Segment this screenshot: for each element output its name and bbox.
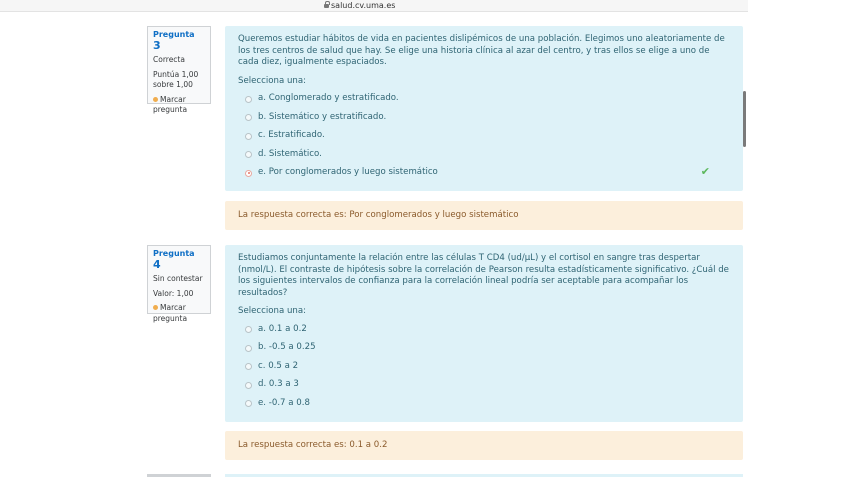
grade-line: sobre 1,00 bbox=[153, 80, 193, 89]
question-3-text: Queremos estudiar hábitos de vida en pacientes dislipémicos de una población. Elegimos uno aleatoriamente de los tres centros de salud que hay. Se elige una historia clínica al azar del centro, y tras ellos se elige a uno de cada diez, igualmente espaciados. bbox=[238, 34, 725, 67]
question-4-formulation bbox=[225, 245, 743, 422]
radio-button[interactable] bbox=[245, 326, 252, 333]
question-3-option-b[interactable] bbox=[238, 108, 730, 127]
radio-button[interactable] bbox=[245, 363, 252, 370]
option-label: c. Estratificado. bbox=[258, 130, 325, 140]
lock-icon bbox=[324, 4, 329, 8]
radio-button[interactable] bbox=[245, 151, 252, 158]
question-label: Pregunta bbox=[153, 30, 195, 39]
correct-check-icon: ✔ bbox=[700, 165, 710, 178]
option-label: d. 0.3 a 3 bbox=[258, 379, 299, 389]
question-4-option-b[interactable] bbox=[238, 338, 730, 357]
flag-label: Marcar bbox=[160, 303, 186, 312]
question-3-formulation bbox=[225, 26, 743, 191]
flag-label: pregunta bbox=[153, 313, 188, 323]
question-3-option-d[interactable] bbox=[238, 145, 730, 164]
option-label: b. Sistemático y estratificado. bbox=[258, 111, 387, 122]
question-4-option-c[interactable] bbox=[238, 357, 730, 376]
option-label: e. -0.7 a 0.8 bbox=[258, 397, 310, 408]
flag-label: Marcar bbox=[160, 94, 186, 104]
question-3-option-a[interactable] bbox=[238, 89, 730, 108]
radio-button[interactable] bbox=[245, 114, 252, 121]
option-label: a. Conglomerado y estratificado. bbox=[258, 93, 399, 103]
question-4-feedback: La respuesta correcta es: 0.1 a 0.2 bbox=[225, 431, 743, 460]
url-label: salud.cv.uma.es bbox=[331, 1, 396, 10]
question-3-feedback: La respuesta correcta es: Por conglomerados y luego sistemático bbox=[225, 201, 743, 230]
question-number-value: 4 bbox=[153, 257, 161, 271]
question-4-option-e[interactable] bbox=[238, 394, 730, 413]
question-3-flag-button[interactable] bbox=[153, 95, 205, 116]
question-3-number bbox=[153, 30, 205, 52]
question-3-state: Correcta bbox=[153, 55, 185, 64]
question-4-text: Estudiamos conjuntamente la relación entre las células T CD4 (ud/μL) y el cortisol en sangre tras despertar (nmol/L). El contraste de hipótesis sobre la correlación de Pearson resulta estadísticamente significativo. ¿Cuál de los siguientes intervalos de confianza para la correlación lineal podría ser aceptable para acompañar los resultados? bbox=[238, 253, 729, 298]
browser-address-bar[interactable] bbox=[0, 0, 748, 12]
question-4-prompt: Selecciona una: bbox=[238, 306, 307, 316]
question-3-prompt: Selecciona una: bbox=[238, 75, 307, 86]
option-label: c. 0.5 a 2 bbox=[258, 360, 299, 371]
question-4-info bbox=[147, 245, 211, 323]
question-4-state: Sin contestar bbox=[153, 274, 203, 283]
question-4-flag-button[interactable] bbox=[153, 303, 205, 324]
flag-label: pregunta bbox=[153, 105, 188, 114]
question-label: Pregunta bbox=[153, 249, 195, 258]
url-text[interactable] bbox=[324, 0, 395, 12]
flag-icon bbox=[153, 305, 158, 310]
question-3-option-e[interactable] bbox=[238, 163, 730, 182]
option-label: d. Sistemático. bbox=[258, 148, 322, 159]
radio-button[interactable] bbox=[245, 382, 252, 389]
question-4-option-a[interactable] bbox=[238, 320, 730, 339]
radio-button[interactable] bbox=[245, 96, 252, 103]
question-4-number bbox=[153, 249, 205, 271]
radio-button[interactable] bbox=[245, 400, 252, 407]
option-label: a. 0.1 a 0.2 bbox=[258, 323, 307, 334]
question-4-option-d[interactable] bbox=[238, 375, 730, 394]
question-number-value: 3 bbox=[153, 38, 161, 52]
radio-button[interactable] bbox=[245, 345, 252, 352]
question-3-info bbox=[147, 26, 211, 114]
option-label: e. Por conglomerados y luego sistemático bbox=[258, 167, 438, 177]
question-3-option-c[interactable] bbox=[238, 126, 730, 145]
grade-line: Puntúa 1,00 bbox=[153, 69, 199, 79]
radio-button[interactable] bbox=[245, 133, 252, 140]
question-3-grade bbox=[153, 70, 205, 91]
scrollbar-thumb[interactable] bbox=[743, 91, 746, 147]
question-4-grade: Valor: 1,00 bbox=[153, 288, 194, 298]
option-label: b. -0.5 a 0.25 bbox=[258, 342, 316, 352]
radio-button-selected[interactable] bbox=[245, 170, 252, 177]
flag-icon bbox=[153, 97, 158, 102]
